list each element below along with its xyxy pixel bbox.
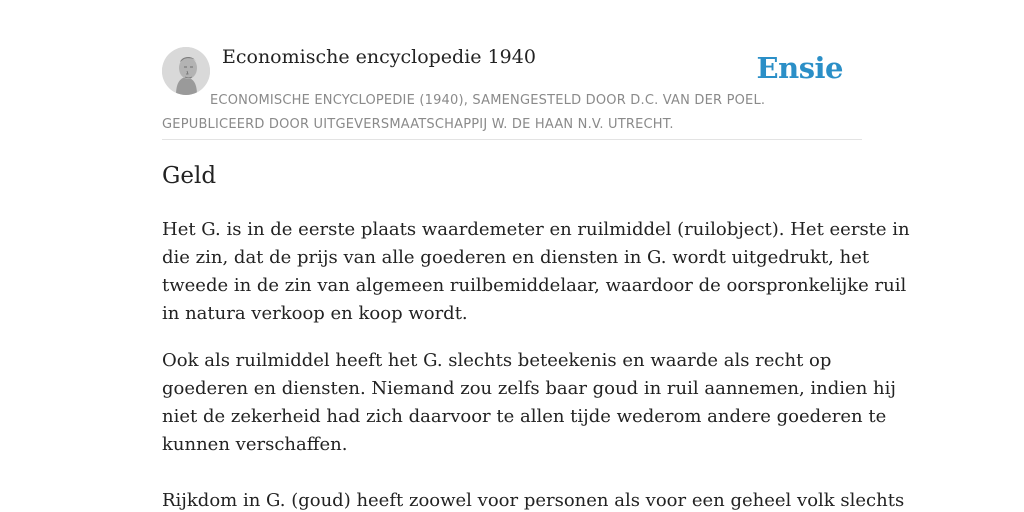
book-title[interactable]: Economische encyclopedie 1940 bbox=[222, 46, 536, 68]
paragraph-line: Het G. is in de eerste plaats waardemeter en ruilmiddel (ruilobject). Het eerste in bbox=[162, 219, 910, 240]
paragraph-line: Ook als ruilmiddel heeft het G. slechts beteekenis en waarde als recht op bbox=[162, 350, 832, 371]
paragraph-line: kunnen verschaffen. bbox=[162, 434, 348, 455]
paragraph-line: goederen en diensten. Niemand zou zelfs baar goud in ruil aannemen, indien hij bbox=[162, 378, 896, 399]
header-divider bbox=[162, 139, 862, 140]
source-meta bbox=[162, 89, 862, 137]
entry-paragraph bbox=[162, 347, 896, 459]
paragraph-line: in natura verkoop en koop wordt. bbox=[162, 303, 468, 324]
source-meta-line-2: GEPUBLICEERD DOOR UITGEVERSMAATSCHAPPIJ W. DE HAAN N.V. UTRECHT. bbox=[162, 117, 674, 132]
portrait-icon bbox=[162, 47, 210, 95]
entry-paragraph bbox=[162, 216, 910, 328]
paragraph-line: Rijkdom in G. (goud) heeft zoowel voor personen als voor een geheel volk slechts bbox=[162, 490, 905, 511]
paragraph-line: tweede in de zin van algemeen ruilbemiddelaar, waardoor de oorspronkelijke ruil bbox=[162, 275, 907, 296]
entry-title: Geld bbox=[162, 163, 217, 189]
entry-body bbox=[162, 216, 910, 512]
author-avatar[interactable] bbox=[162, 47, 210, 95]
paragraph-line: niet de zekerheid had zich daarvoor te allen tijde wederom andere goederen te bbox=[162, 406, 887, 427]
brand-logo[interactable]: Ensie bbox=[756, 51, 843, 85]
entry-paragraph bbox=[162, 487, 905, 512]
source-meta-line-1: ECONOMISCHE ENCYCLOPEDIE (1940), SAMENGESTELD DOOR D.C. VAN DER POEL. bbox=[210, 93, 766, 108]
paragraph-line: die zin, dat de prijs van alle goederen en diensten in G. wordt uitgedrukt, het bbox=[162, 247, 870, 268]
